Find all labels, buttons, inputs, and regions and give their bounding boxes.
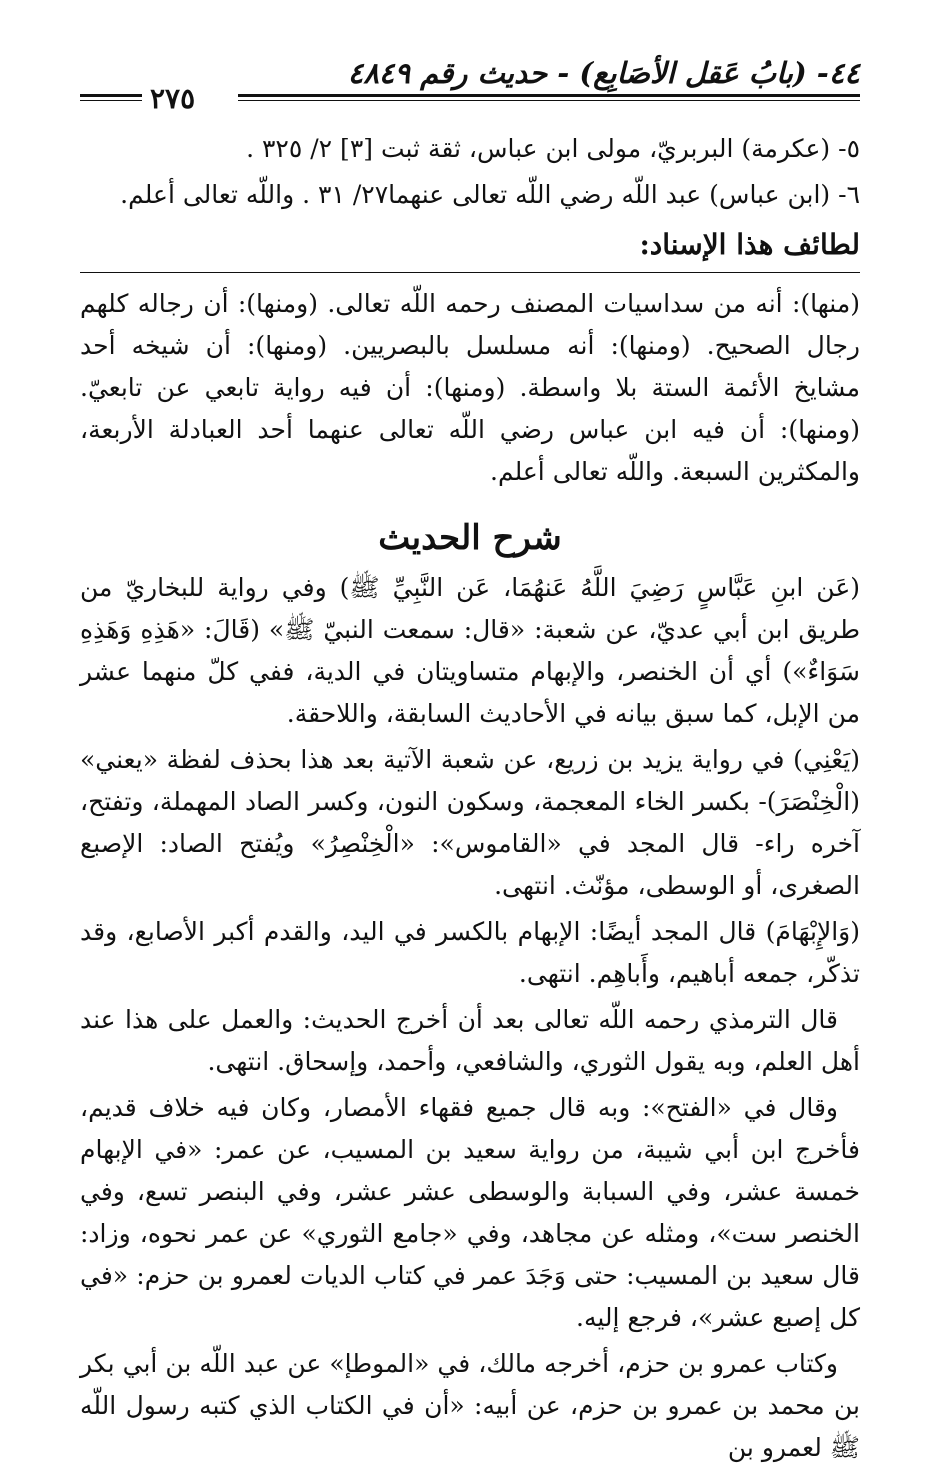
- sharh-paragraph: قال الترمذي رحمه اللّه تعالى بعد أن أخرج الحديث: والعمل على هذا عند أهل العلم، وبه يقول الثوري، والشافعي، وأحمد، وإسحاق. انتهى.: [80, 1005, 860, 1076]
- narrator-entry-5: ٥- (عكرمة) البربريّ، مولى ابن عباس، ثقة ثبت [٣] ٢/ ٣٢٥ .: [246, 134, 860, 163]
- section-divider: [80, 272, 860, 273]
- narrator-entry-6: ٦- (ابن عباس) عبد اللّه رضي اللّه تعالى عنهما٢٧/ ٣١ . واللّه تعالى أعلم.: [120, 180, 860, 209]
- page-header: [80, 52, 860, 114]
- sharh-heading: شرح الحديث: [378, 518, 562, 558]
- sharh-paragraph: وقال في «الفتح»: وبه قال جميع فقهاء الأمصار، وكان فيه خلاف قديم، فأخرج ابن أبي شيبة، من رواية سعيد بن المسيب، عن عمر: «في الإبهام خمسة عشر، وفي السبابة والوسطى عشر عشر، وفي البنصر تسع، وفي الخنصر ست»، ومثله عن مجاهد، وفي «جامع الثوري» عن عمر نحوه، وزاد: قال سعيد بن المسيب: حتى وَجَدَ عمر في كتاب الديات لعمرو بن حزم: «في كل إصبع عشر»، فرجع إليه.: [80, 1093, 860, 1332]
- sharh-paragraph: (عَن ابنِ عَبَّاسٍ رَضِيَ اللَّهُ عَنهُمَا، عَن النَّبِيِّ ﷺ) وفي رواية للبخاريّ من طريق ابن أبي عديّ، عن شعبة: «قال: سمعت النبيّ ﷺ» (قَالَ: «هَذِهِ وَهَذِهِ سَوَاءٌ») أي أن الخنصر، والإبهام متساويتان في الدية، ففي كلّ منهما عشر من الإبل، كما سبق بيانه في الأحاديث السابقة، واللاحقة.: [80, 573, 860, 728]
- sharh-paragraph: (يَعْنِي) في رواية يزيد بن زريع، عن شعبة الآتية بعد هذا بحذف لفظة «يعني» (الْخِنْصَرَ)- بكسر الخاء المعجمة، وسكون النون، وكسر الصاد المهملة، وتفتح، آخره راء- قال المجد في «القاموس»: «الْخِنْصِرُ» ويُفتح الصاد: الإصبع الصغرى، أو الوسطى، مؤنّث. انتهى.: [80, 745, 861, 900]
- header-rule: [238, 94, 860, 101]
- running-title: ٤٤- (بابُ عَقل الأصَابِع) - حديث رقم ٤٨٤٩: [347, 56, 860, 90]
- sharh-paragraph: (وَالإِبْهَامَ) قال المجد أيضًا: الإبهام بالكسر في اليد، والقدم أكبر الأصابع، وقد تذكّر، جمعه أباهيم، وأَباهِم. انتهى.: [80, 917, 860, 988]
- lataif-paragraph: (منها): أنه من سداسيات المصنف رحمه اللّه تعالى. (ومنها): أن رجاله كلهم رجال الصحيح. (ومنها): أنه مسلسل بالبصريين. (ومنها): أن شيخه أحد مشايخ الأئمة الستة بلا واسطة. (ومنها): أن فيه رواية تابعي عن تابعيّ. (ومنها): أن فيه ابن عباس رضي اللّه تعالى عنهما أحد العبادلة الأربعة، والمكثرين السبعة. واللّه تعالى أعلم.: [80, 289, 860, 486]
- page-number: ٢٧٥: [150, 82, 196, 115]
- sharh-paragraph: وكتاب عمرو بن حزم، أخرجه مالك، في «الموطإ» عن عبد اللّه بن أبي بكر بن محمد بن عمرو بن حزم، عن أبيه: «أن في الكتاب الذي كتبه رسول اللّه ﷺ لعمرو بن: [80, 1349, 860, 1462]
- page-number-rule: [80, 94, 142, 101]
- lataif-heading: لطائف هذا الإسناد:: [639, 228, 860, 261]
